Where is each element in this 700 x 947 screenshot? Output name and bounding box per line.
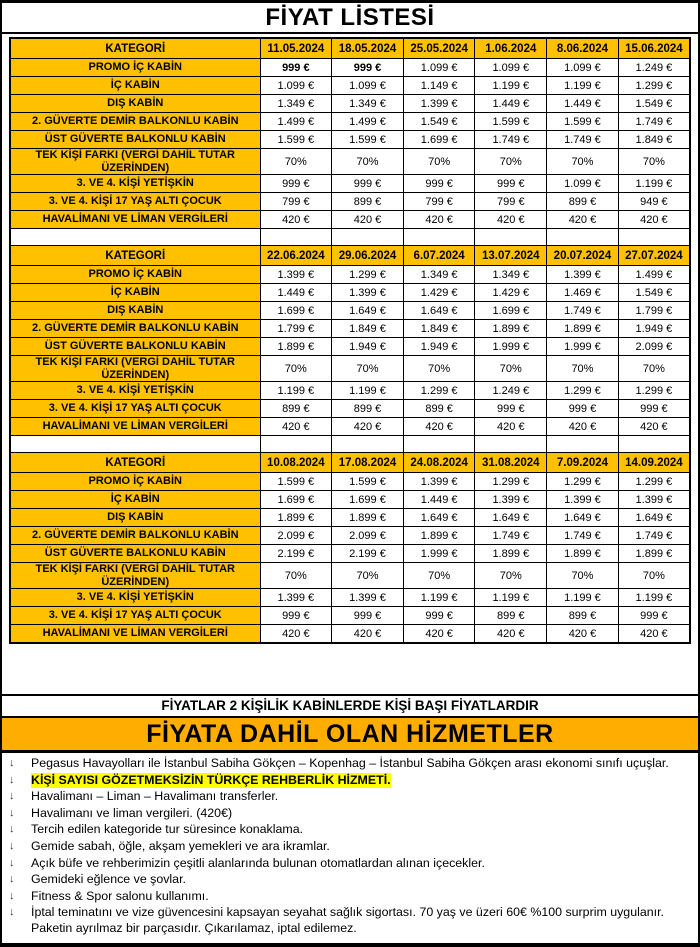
price-cell: 1.599 € xyxy=(260,131,332,149)
price-cell: 70% xyxy=(403,356,475,382)
price-cell: 1.649 € xyxy=(403,509,475,527)
category-label-cell: PROMO İÇ KABİN xyxy=(10,59,260,77)
category-label-cell: 3. VE 4. KİŞİ 17 YAŞ ALTI ÇOCUK xyxy=(10,400,260,418)
category-label-cell: PROMO İÇ KABİN xyxy=(10,473,260,491)
price-cell: 899 € xyxy=(403,400,475,418)
date-header-cell: 31.08.2024 xyxy=(475,453,547,473)
category-label-cell: İÇ KABİN xyxy=(10,77,260,95)
category-label-cell: DIŞ KABİN xyxy=(10,509,260,527)
service-text: Tercih edilen kategoride tur süresince konaklama. xyxy=(31,822,304,837)
price-cell: 1.399 € xyxy=(475,491,547,509)
date-header-cell: 7.09.2024 xyxy=(547,453,619,473)
price-cell: 999 € xyxy=(260,175,332,193)
down-arrow-bullet-icon: ↓ xyxy=(9,906,15,919)
price-cell: 1.799 € xyxy=(618,302,690,320)
list-item xyxy=(6,905,690,936)
price-cell: 1.349 € xyxy=(475,266,547,284)
price-cell: 420 € xyxy=(332,211,404,229)
category-label-cell: İÇ KABİN xyxy=(10,491,260,509)
category-label-cell: 3. VE 4. KİŞİ YETİŞKİN xyxy=(10,589,260,607)
table-row xyxy=(10,211,690,229)
price-cell: 1.349 € xyxy=(260,95,332,113)
spacer-cell xyxy=(403,229,475,246)
price-cell: 1.099 € xyxy=(332,77,404,95)
price-cell: 70% xyxy=(618,563,690,589)
price-cell: 1.899 € xyxy=(260,338,332,356)
price-cell: 1.449 € xyxy=(260,284,332,302)
category-label-cell: 2. GÜVERTE DEMİR BALKONLU KABİN xyxy=(10,320,260,338)
price-cell: 1.999 € xyxy=(475,338,547,356)
table-row xyxy=(10,589,690,607)
price-cell: 1.399 € xyxy=(547,491,619,509)
price-cell: 1.749 € xyxy=(475,131,547,149)
down-arrow-bullet-icon: ↓ xyxy=(9,889,15,902)
category-label-cell: DIŞ KABİN xyxy=(10,302,260,320)
price-cell: 70% xyxy=(475,356,547,382)
price-cell: 1.699 € xyxy=(332,491,404,509)
per-person-note: FİYATLAR 2 KİŞİLİK KABİNLERDE KİŞİ BAŞI FİYATLARDIR xyxy=(2,694,698,718)
price-cell: 1.899 € xyxy=(547,320,619,338)
table-row xyxy=(10,320,690,338)
down-arrow-bullet-icon: ↓ xyxy=(9,839,15,852)
spacer-cell xyxy=(332,436,404,453)
category-label-cell: TEK KİŞİ FARKI (VERGİ DAHİL TUTAR ÜZERİNDEN) xyxy=(10,356,260,382)
category-label-cell: 3. VE 4. KİŞİ 17 YAŞ ALTI ÇOCUK xyxy=(10,607,260,625)
list-item xyxy=(6,822,690,838)
date-header-cell: 15.06.2024 xyxy=(618,38,690,59)
price-cell: 1.949 € xyxy=(618,320,690,338)
list-item xyxy=(6,872,690,888)
price-cell: 1.399 € xyxy=(260,266,332,284)
price-cell: 1.899 € xyxy=(260,509,332,527)
price-cell: 1.399 € xyxy=(547,266,619,284)
table-row xyxy=(10,625,690,644)
list-item xyxy=(6,839,690,855)
price-cell: 999 € xyxy=(618,607,690,625)
spacer-cell xyxy=(403,436,475,453)
price-cell: 1.649 € xyxy=(403,302,475,320)
down-arrow-bullet-icon: ↓ xyxy=(9,773,15,786)
price-cell: 1.099 € xyxy=(547,59,619,77)
price-cell: 1.749 € xyxy=(547,302,619,320)
down-arrow-bullet-icon: ↓ xyxy=(9,806,15,819)
price-cell: 1.299 € xyxy=(618,77,690,95)
service-text: Gemide sabah, öğle, akşam yemekleri ve ara ikramlar. xyxy=(31,838,330,853)
table-header-row xyxy=(10,38,690,59)
price-cell: 1.699 € xyxy=(260,491,332,509)
price-cell: 1.649 € xyxy=(618,509,690,527)
price-cell: 70% xyxy=(332,356,404,382)
service-text: Havalimanı ve liman vergileri. (420€) xyxy=(31,805,233,820)
price-cell: 1.899 € xyxy=(332,509,404,527)
price-cell: 1.299 € xyxy=(475,473,547,491)
price-cell: 420 € xyxy=(332,418,404,436)
price-cell: 420 € xyxy=(260,625,332,644)
category-label-cell: ÜST GÜVERTE BALKONLU KABİN xyxy=(10,545,260,563)
category-label-cell: HAVALİMANI VE LİMAN VERGİLERİ xyxy=(10,211,260,229)
service-text: Açık büfe ve rehberimizin çeşitli alanlarında bulunan otomatlardan alınan içecekler. xyxy=(31,855,485,870)
price-cell: 799 € xyxy=(403,193,475,211)
price-cell: 899 € xyxy=(547,607,619,625)
table-row xyxy=(10,175,690,193)
price-cell: 999 € xyxy=(547,400,619,418)
category-label-cell: PROMO İÇ KABİN xyxy=(10,266,260,284)
price-cell: 1.649 € xyxy=(332,302,404,320)
date-header-cell: 11.05.2024 xyxy=(260,38,332,59)
category-label-cell: ÜST GÜVERTE BALKONLU KABİN xyxy=(10,338,260,356)
spacer-cell xyxy=(10,436,260,453)
price-cell: 1.099 € xyxy=(475,59,547,77)
date-header-cell: 14.09.2024 xyxy=(618,453,690,473)
spacer-cell xyxy=(618,229,690,246)
price-cell: 1.149 € xyxy=(403,77,475,95)
spacer-cell xyxy=(547,229,619,246)
price-cell: 999 € xyxy=(260,59,332,77)
page-title: FİYAT LİSTESİ xyxy=(2,3,698,34)
category-label-cell: 3. VE 4. KİŞİ YETİŞKİN xyxy=(10,382,260,400)
price-cell: 70% xyxy=(547,149,619,175)
category-label-cell: İÇ KABİN xyxy=(10,284,260,302)
table-row xyxy=(10,284,690,302)
spacer-cell xyxy=(260,436,332,453)
price-cell: 899 € xyxy=(547,193,619,211)
price-cell: 2.099 € xyxy=(332,527,404,545)
included-services-list xyxy=(2,756,698,937)
date-header-cell: 8.06.2024 xyxy=(547,38,619,59)
table-row xyxy=(10,77,690,95)
down-arrow-bullet-icon: ↓ xyxy=(9,873,15,886)
price-cell: 1.549 € xyxy=(403,113,475,131)
price-cell: 1.249 € xyxy=(618,59,690,77)
price-cell: 1.299 € xyxy=(332,266,404,284)
price-cell: 1.699 € xyxy=(475,302,547,320)
price-cell: 2.099 € xyxy=(260,527,332,545)
list-item xyxy=(6,806,690,822)
price-cell: 70% xyxy=(618,149,690,175)
price-cell: 420 € xyxy=(332,625,404,644)
price-cell: 1.899 € xyxy=(403,527,475,545)
spacer-cell xyxy=(332,229,404,246)
price-cell: 1.749 € xyxy=(618,113,690,131)
price-cell: 1.599 € xyxy=(332,131,404,149)
price-cell: 1.299 € xyxy=(618,473,690,491)
down-arrow-bullet-icon: ↓ xyxy=(9,757,15,769)
service-text: Fitness & Spor salonu kullanımı. xyxy=(31,888,209,903)
price-cell: 420 € xyxy=(403,211,475,229)
price-cell: 1.299 € xyxy=(403,382,475,400)
list-item xyxy=(6,789,690,805)
price-cell: 420 € xyxy=(618,625,690,644)
price-cell: 1.249 € xyxy=(475,382,547,400)
price-cell: 1.199 € xyxy=(618,175,690,193)
price-cell: 799 € xyxy=(475,193,547,211)
service-text: Pegasus Havayolları ile İstanbul Sabiha Gökçen – Kopenhag – İstanbul Sabiha Gökçen arası ekonomi sınıfı uçuşlar. xyxy=(31,756,669,770)
price-cell: 1.699 € xyxy=(403,131,475,149)
date-header-cell: 22.06.2024 xyxy=(260,246,332,266)
price-cell: 420 € xyxy=(547,211,619,229)
price-cell: 2.199 € xyxy=(332,545,404,563)
date-header-cell: 6.07.2024 xyxy=(403,246,475,266)
list-item xyxy=(6,756,690,772)
spacer-row xyxy=(10,436,690,453)
price-cell: 70% xyxy=(403,563,475,589)
service-text: Gemideki eğlence ve şovlar. xyxy=(31,872,186,887)
price-cell: 999 € xyxy=(332,59,404,77)
price-cell: 1.599 € xyxy=(547,113,619,131)
price-cell: 1.699 € xyxy=(260,302,332,320)
table-row xyxy=(10,131,690,149)
price-cell: 70% xyxy=(332,563,404,589)
date-header-cell: 27.07.2024 xyxy=(618,246,690,266)
price-cell: 999 € xyxy=(618,400,690,418)
table-row xyxy=(10,338,690,356)
table-header-row xyxy=(10,246,690,266)
price-cell: 420 € xyxy=(475,211,547,229)
price-cell: 70% xyxy=(260,563,332,589)
price-cell: 999 € xyxy=(332,175,404,193)
price-cell: 999 € xyxy=(332,607,404,625)
table-row xyxy=(10,149,690,175)
price-cell: 1.099 € xyxy=(260,77,332,95)
price-cell: 1.099 € xyxy=(547,175,619,193)
price-cell: 1.399 € xyxy=(403,473,475,491)
category-label-cell: 2. GÜVERTE DEMİR BALKONLU KABİN xyxy=(10,527,260,545)
price-cell: 1.449 € xyxy=(547,95,619,113)
category-label-cell: ÜST GÜVERTE BALKONLU KABİN xyxy=(10,131,260,149)
table-row xyxy=(10,193,690,211)
table-row xyxy=(10,473,690,491)
date-header-cell: 1.06.2024 xyxy=(475,38,547,59)
price-cell: 70% xyxy=(475,563,547,589)
highlighted-service-text: KİŞİ SAYISI GÖZETMEKSİZİN TÜRKÇE REHBERLİK HİZMETİ. xyxy=(31,772,391,787)
price-cell: 1.199 € xyxy=(475,589,547,607)
spacer-cell xyxy=(475,436,547,453)
table-row xyxy=(10,266,690,284)
price-cell: 899 € xyxy=(260,400,332,418)
table-row xyxy=(10,382,690,400)
price-cell: 899 € xyxy=(332,400,404,418)
category-label-cell: 3. VE 4. KİŞİ 17 YAŞ ALTI ÇOCUK xyxy=(10,193,260,211)
price-cell: 1.429 € xyxy=(475,284,547,302)
category-header-cell: KATEGORİ xyxy=(10,246,260,266)
date-header-cell: 17.08.2024 xyxy=(332,453,404,473)
price-cell: 420 € xyxy=(260,211,332,229)
table-row xyxy=(10,491,690,509)
list-item xyxy=(6,856,690,872)
price-cell: 70% xyxy=(547,356,619,382)
price-cell: 1.299 € xyxy=(547,473,619,491)
price-cell: 1.399 € xyxy=(260,589,332,607)
price-cell: 1.449 € xyxy=(475,95,547,113)
category-header-cell: KATEGORİ xyxy=(10,453,260,473)
table-row xyxy=(10,509,690,527)
price-cell: 1.399 € xyxy=(332,284,404,302)
price-cell: 1.199 € xyxy=(260,382,332,400)
price-cell: 949 € xyxy=(618,193,690,211)
price-cell: 1.649 € xyxy=(475,509,547,527)
table-row xyxy=(10,545,690,563)
table-header-row xyxy=(10,453,690,473)
price-cell: 1.499 € xyxy=(618,266,690,284)
table-row xyxy=(10,418,690,436)
price-cell: 1.199 € xyxy=(403,589,475,607)
price-cell: 1.899 € xyxy=(547,545,619,563)
category-label-cell: HAVALİMANI VE LİMAN VERGİLERİ xyxy=(10,625,260,644)
price-cell: 1.949 € xyxy=(332,338,404,356)
price-cell: 70% xyxy=(618,356,690,382)
price-cell: 420 € xyxy=(260,418,332,436)
price-cell: 1.899 € xyxy=(475,320,547,338)
spacer-cell xyxy=(618,436,690,453)
price-cell: 1.199 € xyxy=(332,382,404,400)
table-row xyxy=(10,527,690,545)
service-text: İptal teminatını ve vize güvencesini kapsayan seyahat sağlık sigortası. 70 yaş ve üzeri 60€ %100 surprim uygulanır. Paketin ayrılmaz bir parçasıdır. Çıkarılamaz, iptal edilemez. xyxy=(31,905,664,935)
price-cell: 1.649 € xyxy=(547,509,619,527)
price-cell: 1.849 € xyxy=(332,320,404,338)
price-cell: 799 € xyxy=(260,193,332,211)
table-row xyxy=(10,356,690,382)
category-label-cell: 2. GÜVERTE DEMİR BALKONLU KABİN xyxy=(10,113,260,131)
price-cell: 1.499 € xyxy=(332,113,404,131)
table-row xyxy=(10,302,690,320)
price-cell: 1.599 € xyxy=(332,473,404,491)
date-header-cell: 29.06.2024 xyxy=(332,246,404,266)
price-cell: 1.999 € xyxy=(403,545,475,563)
category-header-cell: KATEGORİ xyxy=(10,38,260,59)
price-cell: 420 € xyxy=(618,211,690,229)
price-cell: 999 € xyxy=(403,175,475,193)
date-header-cell: 24.08.2024 xyxy=(403,453,475,473)
price-cell: 70% xyxy=(260,149,332,175)
spacer-cell xyxy=(547,436,619,453)
category-label-cell: HAVALİMANI VE LİMAN VERGİLERİ xyxy=(10,418,260,436)
price-cell: 420 € xyxy=(547,625,619,644)
price-cell: 70% xyxy=(547,563,619,589)
price-cell: 1.749 € xyxy=(475,527,547,545)
price-cell: 1.469 € xyxy=(547,284,619,302)
service-text: Havalimanı – Liman – Havalimanı transferler. xyxy=(31,789,279,804)
price-cell: 1.599 € xyxy=(475,113,547,131)
price-cell: 1.549 € xyxy=(618,95,690,113)
price-cell: 1.299 € xyxy=(618,382,690,400)
table-row xyxy=(10,95,690,113)
price-cell: 1.199 € xyxy=(547,589,619,607)
price-cell: 420 € xyxy=(618,418,690,436)
price-cell: 1.399 € xyxy=(332,589,404,607)
price-cell: 1.299 € xyxy=(547,382,619,400)
price-cell: 1.749 € xyxy=(618,527,690,545)
price-cell: 1.449 € xyxy=(403,491,475,509)
spacer-cell xyxy=(475,229,547,246)
price-cell: 420 € xyxy=(403,418,475,436)
price-cell: 1.399 € xyxy=(403,95,475,113)
price-cell: 999 € xyxy=(260,607,332,625)
down-arrow-bullet-icon: ↓ xyxy=(9,856,15,869)
date-header-cell: 25.05.2024 xyxy=(403,38,475,59)
category-label-cell: DIŞ KABİN xyxy=(10,95,260,113)
price-cell: 1.849 € xyxy=(618,131,690,149)
date-header-cell: 10.08.2024 xyxy=(260,453,332,473)
price-cell: 1.099 € xyxy=(403,59,475,77)
price-cell: 1.899 € xyxy=(618,545,690,563)
price-cell: 1.599 € xyxy=(260,473,332,491)
included-services-title: FİYATA DAHİL OLAN HİZMETLER xyxy=(2,718,698,753)
price-cell: 420 € xyxy=(475,625,547,644)
price-cell: 899 € xyxy=(475,607,547,625)
price-cell: 1.999 € xyxy=(547,338,619,356)
date-header-cell: 13.07.2024 xyxy=(475,246,547,266)
spacer-row xyxy=(10,229,690,246)
price-cell: 1.429 € xyxy=(403,284,475,302)
price-cell: 1.749 € xyxy=(547,131,619,149)
table-row xyxy=(10,563,690,589)
date-header-cell: 20.07.2024 xyxy=(547,246,619,266)
price-cell: 70% xyxy=(475,149,547,175)
down-arrow-bullet-icon: ↓ xyxy=(9,790,15,803)
spacer-cell xyxy=(10,229,260,246)
table-row xyxy=(10,113,690,131)
category-label-cell: 3. VE 4. KİŞİ YETİŞKİN xyxy=(10,175,260,193)
price-tables-section xyxy=(2,34,698,644)
spacer-cell xyxy=(260,229,332,246)
price-cell: 1.199 € xyxy=(475,77,547,95)
price-cell: 70% xyxy=(332,149,404,175)
date-header-cell: 18.05.2024 xyxy=(332,38,404,59)
price-cell: 1.349 € xyxy=(403,266,475,284)
price-cell: 70% xyxy=(260,356,332,382)
price-cell: 1.549 € xyxy=(618,284,690,302)
price-table xyxy=(9,37,691,644)
table-row xyxy=(10,607,690,625)
price-cell: 1.799 € xyxy=(260,320,332,338)
price-cell: 1.849 € xyxy=(403,320,475,338)
table-row xyxy=(10,59,690,77)
price-cell: 420 € xyxy=(547,418,619,436)
price-cell: 420 € xyxy=(475,418,547,436)
down-arrow-bullet-icon: ↓ xyxy=(9,823,15,836)
price-cell: 999 € xyxy=(475,400,547,418)
price-cell: 1.499 € xyxy=(260,113,332,131)
price-cell: 1.949 € xyxy=(403,338,475,356)
price-cell: 1.749 € xyxy=(547,527,619,545)
price-cell: 1.399 € xyxy=(618,491,690,509)
price-cell: 70% xyxy=(403,149,475,175)
price-cell: 999 € xyxy=(403,607,475,625)
table-row xyxy=(10,400,690,418)
price-cell: 999 € xyxy=(475,175,547,193)
price-cell: 2.099 € xyxy=(618,338,690,356)
price-cell: 1.899 € xyxy=(475,545,547,563)
price-cell: 899 € xyxy=(332,193,404,211)
category-label-cell: TEK KİŞİ FARKI (VERGİ DAHİL TUTAR ÜZERİNDEN) xyxy=(10,563,260,589)
price-cell: 420 € xyxy=(403,625,475,644)
list-item xyxy=(6,889,690,905)
price-cell: 1.349 € xyxy=(332,95,404,113)
list-item xyxy=(6,773,690,789)
price-cell: 1.199 € xyxy=(618,589,690,607)
category-label-cell: TEK KİŞİ FARKI (VERGİ DAHİL TUTAR ÜZERİNDEN) xyxy=(10,149,260,175)
price-cell: 1.199 € xyxy=(547,77,619,95)
price-cell: 2.199 € xyxy=(260,545,332,563)
